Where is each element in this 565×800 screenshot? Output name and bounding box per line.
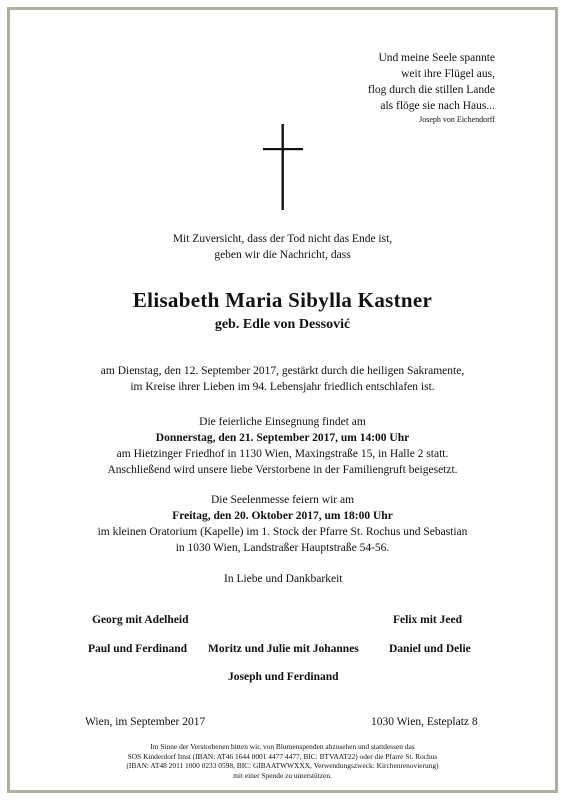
place-date: Wien, im September 2017 xyxy=(85,716,206,728)
funeral-info xyxy=(0,414,565,478)
deceased-name: Elisabeth Maria Sibylla Kastner xyxy=(132,288,433,312)
donation-note-line: mit einer Spende zu unterstützen. xyxy=(233,770,332,780)
family-member: Moritz und Julie mit Johannes xyxy=(208,643,359,655)
intro-line: Mit Zuversicht, dass der Tod nicht das Ende ist, xyxy=(172,233,393,245)
death-notice xyxy=(0,363,565,395)
latin-cross-icon xyxy=(263,124,303,210)
intro-line: geben wir die Nachricht, dass xyxy=(214,249,351,261)
mass-location: im kleinen Oratorium (Kapelle) im 1. Stock der Pfarre St. Rochus und Sebastian xyxy=(97,526,468,538)
address: 1030 Wien, Esteplatz 8 xyxy=(371,716,478,728)
mass-address: in 1030 Wien, Landstraßer Hauptstraße 54-56. xyxy=(175,542,390,554)
poem xyxy=(360,50,495,114)
maiden-name: geb. Edle von Dessović xyxy=(214,317,351,332)
funeral-date: Donnerstag, den 21. September 2017, um 14:00 Uhr xyxy=(155,432,410,444)
family-member: Felix mit Jeed xyxy=(393,614,462,626)
poem-line: flog durch die stillen Lande xyxy=(367,84,495,96)
donation-note-line: Im Sinne der Verstorbenen bitten wir, von Blumenspenden abzusehen und stattdessen das xyxy=(150,742,415,751)
poem-author: Joseph von Eichendorff xyxy=(419,115,495,124)
family-member: Georg mit Adelheid xyxy=(92,614,189,626)
closing-text: In Liebe und Dankbarkeit xyxy=(224,573,343,585)
mass-line: Die Seelenmesse feiern wir am xyxy=(210,494,355,506)
family-member: Daniel und Delie xyxy=(389,643,471,655)
poem-line: als flöge sie nach Haus... xyxy=(380,100,495,112)
mass-date: Freitag, den 20. Oktober 2017, um 18:00 Uhr xyxy=(172,510,393,522)
intro-text xyxy=(0,231,565,263)
poem-line: weit ihre Flügel aus, xyxy=(401,68,495,80)
burial-note: Anschließend wird unsere liebe Verstorbene in der Familiengruft beigesetzt. xyxy=(107,464,458,476)
donation-note-line: (IBAN: AT48 2011 1000 0233 0598, BIC: GIBAATWWXXX, Verwendungszweck: Kirchenrenovierung) xyxy=(126,761,439,771)
donation-note-line: SOS Kinderdorf Imst (IBAN: AT46 1644 0001 4477 4477, BIC: BTVAAT22) oder die Pfarre St. Rochus xyxy=(127,751,438,761)
mass-info xyxy=(0,492,565,556)
funeral-location: am Hietzinger Friedhof in 1130 Wien, Maxingstraße 15, in Halle 2 statt. xyxy=(116,448,449,460)
family-member: Joseph und Ferdinand xyxy=(228,671,339,683)
death-notice-line: im Kreise ihrer Lieben im 94. Lebensjahr friedlich entschlafen ist. xyxy=(130,381,435,393)
death-notice-line: am Dienstag, den 12. September 2017, gestärkt durch die heiligen Sakramente, xyxy=(100,365,465,377)
family-member: Paul und Ferdinand xyxy=(88,643,188,655)
poem-line: Und meine Seele spannte xyxy=(378,52,495,64)
donation-note xyxy=(100,742,465,780)
funeral-line: Die feierliche Einsegnung findet am xyxy=(199,416,366,428)
